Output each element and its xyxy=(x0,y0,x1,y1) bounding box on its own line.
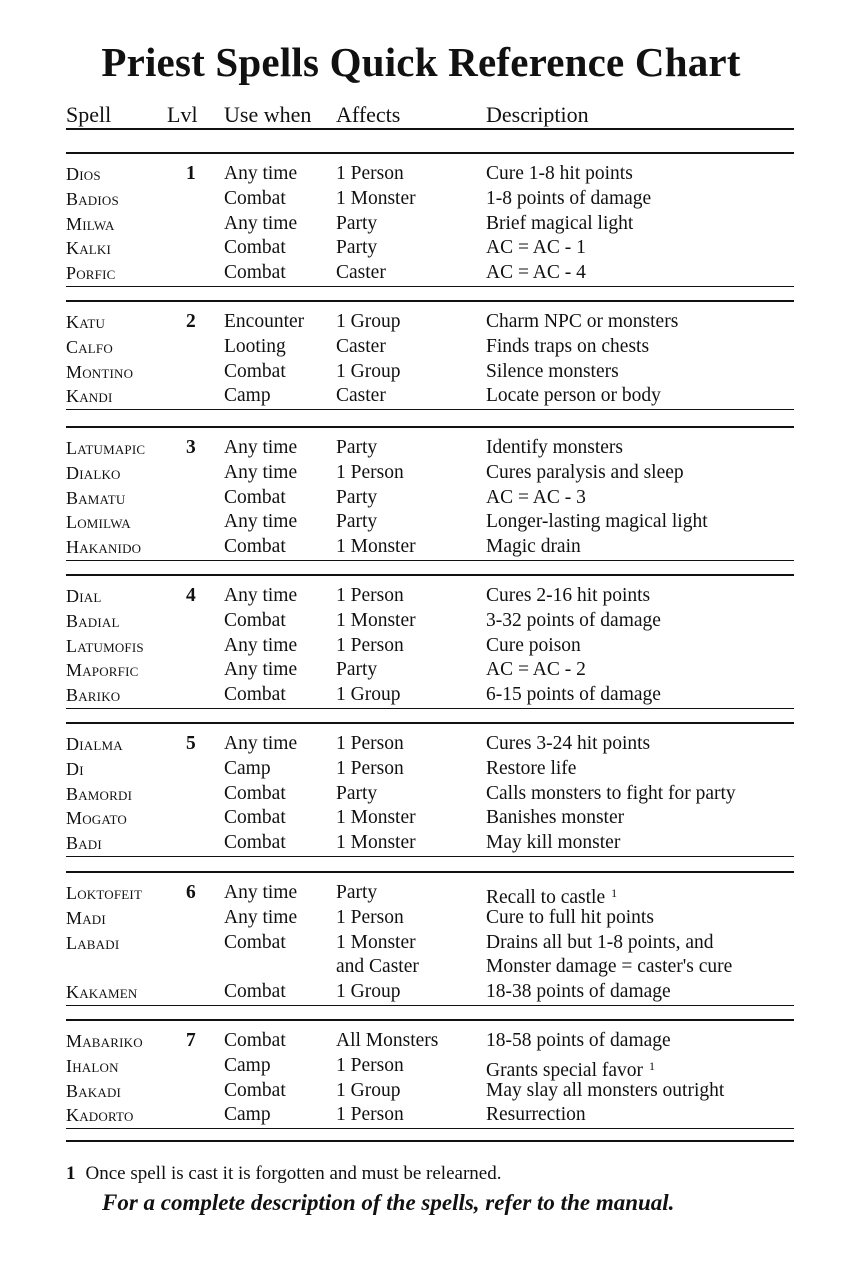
spell-name: Latumapic xyxy=(66,438,146,458)
spell-level: 7 xyxy=(186,1030,196,1051)
spell-row xyxy=(66,236,794,261)
spell-description: Cures 2-16 hit points xyxy=(486,585,651,606)
spell-description: 1-8 points of damage xyxy=(486,187,652,209)
spell-description: Cure 1-8 hit points xyxy=(486,163,633,184)
footnote-marker: 1 xyxy=(611,886,618,900)
spell-name: Dialma xyxy=(66,734,123,754)
spell-affects: and Caster xyxy=(336,956,419,978)
spell-name: Badios xyxy=(66,188,119,209)
spell-description: AC = AC - 1 xyxy=(486,237,586,259)
spell-affects: Party xyxy=(336,486,378,508)
spell-use-when: Any time xyxy=(224,163,298,184)
header-description: Description xyxy=(486,102,589,127)
spell-use-when: Combat xyxy=(224,981,286,1003)
spell-group-level-7 xyxy=(66,1019,794,1126)
spell-row xyxy=(66,609,794,634)
spell-name: Dios xyxy=(66,164,101,184)
spell-affects: 1 Person xyxy=(336,1054,404,1076)
spell-description: Monster damage = caster's cure xyxy=(486,956,733,978)
spell-row xyxy=(66,683,794,709)
spell-row xyxy=(66,782,794,807)
spell-affects: Caster xyxy=(336,385,386,407)
footnote-text: Once spell is cast it is forgotten and must be relearned. xyxy=(85,1163,502,1184)
spell-group-level-2 xyxy=(66,300,794,407)
spell-name: Di xyxy=(66,758,84,779)
spell-use-when: Camp xyxy=(224,1054,271,1076)
spell-level: 3 xyxy=(186,437,196,458)
spell-name: Bariko xyxy=(66,685,121,706)
spell-use-when: Combat xyxy=(224,1030,286,1051)
spell-affects: 1 Person xyxy=(336,585,404,606)
spell-description: AC = AC - 2 xyxy=(486,659,586,681)
spell-group-level-4 xyxy=(66,574,794,706)
spell-name: Montino xyxy=(66,361,134,382)
spell-use-when: Combat xyxy=(224,832,286,854)
spell-name: Bamatu xyxy=(66,487,126,508)
spell-description: Banishes monster xyxy=(486,807,625,829)
spell-use-when: Combat xyxy=(224,486,286,508)
spell-group-level-3 xyxy=(66,426,794,558)
spell-affects: 1 Monster xyxy=(336,807,416,829)
spell-affects: 1 Group xyxy=(336,684,401,706)
spell-description: Cure poison xyxy=(486,634,581,656)
spell-affects: 1 Person xyxy=(336,757,404,779)
spell-use-when: Any time xyxy=(224,659,298,681)
spell-affects: Party xyxy=(336,437,378,458)
spell-name: Ihalon xyxy=(66,1055,119,1076)
spell-description: AC = AC - 4 xyxy=(486,262,586,284)
spell-row xyxy=(66,732,794,757)
spell-row xyxy=(66,335,794,360)
spell-use-when: Looting xyxy=(224,335,286,357)
spell-use-when: Combat xyxy=(224,684,286,706)
spell-affects: 1 Monster xyxy=(336,832,416,854)
spell-row xyxy=(66,310,794,335)
spell-name: Katu xyxy=(66,312,106,332)
spell-affects: 1 Monster xyxy=(336,609,416,631)
spell-description: Brief magical light xyxy=(486,212,634,234)
spell-row xyxy=(66,461,794,486)
spell-description: Cures 3-24 hit points xyxy=(486,733,651,754)
spell-description: Silence monsters xyxy=(486,360,619,382)
spell-description: Locate person or body xyxy=(486,385,661,407)
spell-affects: Caster xyxy=(336,262,386,284)
spell-level: 1 xyxy=(186,163,196,184)
spell-use-when: Combat xyxy=(224,187,286,209)
spell-affects: All Monsters xyxy=(336,1030,439,1051)
header-spell: Spell xyxy=(66,102,112,127)
spell-row xyxy=(66,436,794,461)
spell-group-level-5 xyxy=(66,722,794,854)
spell-use-when: Combat xyxy=(224,360,286,382)
spell-name: Bakadi xyxy=(66,1080,122,1101)
spell-description: Finds traps on chests xyxy=(486,335,650,357)
spell-use-when: Any time xyxy=(224,882,298,903)
spell-row xyxy=(66,881,794,906)
spell-row xyxy=(66,1029,794,1054)
spell-description: AC = AC - 3 xyxy=(486,486,586,508)
spell-row xyxy=(66,931,794,956)
spell-affects: Caster xyxy=(336,335,386,357)
spell-name: Kalki xyxy=(66,238,112,259)
spell-description: Cure to full hit points xyxy=(486,906,654,928)
spell-name: Mabariko xyxy=(66,1031,143,1051)
spell-description: May slay all monsters outright xyxy=(486,1079,725,1101)
header-lvl: Lvl xyxy=(167,102,198,127)
spell-name: Latumofis xyxy=(66,635,144,656)
spell-use-when: Any time xyxy=(224,733,298,754)
spell-description: Identify monsters xyxy=(486,437,624,458)
spell-affects: Party xyxy=(336,659,378,681)
spell-name: Lomilwa xyxy=(66,512,131,533)
spell-affects: 1 Person xyxy=(336,461,404,483)
header-affects: Affects xyxy=(336,102,401,127)
spell-affects: 1 Person xyxy=(336,906,404,928)
spell-description: Charm NPC or monsters xyxy=(486,311,679,332)
spell-affects: 1 Person xyxy=(336,163,404,184)
spell-description: Cures paralysis and sleep xyxy=(486,461,684,483)
spell-affects: 1 Monster xyxy=(336,187,416,209)
spell-row xyxy=(66,584,794,609)
spell-level: 5 xyxy=(186,733,196,754)
spell-name: Bamordi xyxy=(66,783,133,804)
spell-name: Mogato xyxy=(66,808,128,829)
spell-name: Dial xyxy=(66,586,102,606)
spell-name: Labadi xyxy=(66,932,120,953)
spell-description: 3-32 points of damage xyxy=(486,609,661,631)
spell-row xyxy=(66,906,794,931)
spell-name: Calfo xyxy=(66,336,113,357)
spell-use-when: Camp xyxy=(224,385,271,407)
spell-description: Calls monsters to fight for party xyxy=(486,782,736,804)
spell-name: Loktofeit xyxy=(66,883,143,903)
spell-description: Longer-lasting magical light xyxy=(486,511,708,533)
spell-description: Magic drain xyxy=(486,536,581,558)
table-bottom-rule xyxy=(66,1140,794,1142)
spell-row xyxy=(66,831,794,857)
spell-affects: Party xyxy=(336,782,378,804)
spell-affects: 1 Person xyxy=(336,634,404,656)
spell-description: 18-38 points of damage xyxy=(486,981,671,1003)
spell-description: May kill monster xyxy=(486,832,621,854)
spell-description: Drains all but 1-8 points, and xyxy=(486,931,714,953)
spell-name: Badi xyxy=(66,833,102,854)
footnote xyxy=(66,1163,501,1185)
spell-affects: Party xyxy=(336,882,378,903)
spell-use-when: Any time xyxy=(224,634,298,656)
spell-affects: 1 Group xyxy=(336,1079,401,1101)
spell-use-when: Any time xyxy=(224,437,298,458)
page-title: Priest Spells Quick Reference Chart xyxy=(101,39,741,85)
spell-use-when: Camp xyxy=(224,1104,271,1126)
spell-affects: Party xyxy=(336,511,378,533)
spell-level: 4 xyxy=(186,585,196,606)
spell-affects: 1 Group xyxy=(336,311,401,332)
spell-use-when: Combat xyxy=(224,536,286,558)
spell-affects: 1 Group xyxy=(336,360,401,382)
spell-level: 2 xyxy=(186,311,196,332)
spell-description: Resurrection xyxy=(486,1104,586,1126)
spell-name: Maporfic xyxy=(66,660,139,681)
spell-use-when: Encounter xyxy=(224,311,305,332)
spell-row xyxy=(66,806,794,831)
spell-affects: 1 Person xyxy=(336,733,404,754)
spell-name: Madi xyxy=(66,907,106,928)
spell-row xyxy=(66,384,794,410)
spell-group-level-1 xyxy=(66,152,794,284)
spell-level: 6 xyxy=(186,882,196,903)
spell-row xyxy=(66,261,794,287)
spell-group-level-6 xyxy=(66,871,794,1003)
spell-row xyxy=(66,1103,794,1129)
spell-affects: Party xyxy=(336,237,378,259)
spell-affects: 1 Person xyxy=(336,1104,404,1126)
spell-name: Hakanido xyxy=(66,537,142,558)
reference-note: For a complete description of the spells, refer to the manual. xyxy=(102,1190,675,1215)
spell-name: Porfic xyxy=(66,263,116,284)
spell-description: Restore life xyxy=(486,757,577,779)
spell-name: Dialko xyxy=(66,462,121,483)
table-header xyxy=(66,102,794,130)
spell-name: Kakamen xyxy=(66,982,138,1003)
spell-description: 6-15 points of damage xyxy=(486,684,661,706)
spell-use-when: Combat xyxy=(224,782,286,804)
spell-name: Kandi xyxy=(66,386,113,407)
spell-row xyxy=(66,510,794,535)
spell-use-when: Combat xyxy=(224,931,286,953)
spell-name: Badial xyxy=(66,610,120,631)
spell-affects: Party xyxy=(336,212,378,234)
footnote-marker: 1 xyxy=(649,1058,656,1073)
spell-use-when: Any time xyxy=(224,585,298,606)
footnote-number: 1 xyxy=(66,1163,76,1184)
spell-row xyxy=(66,955,794,980)
spell-use-when: Combat xyxy=(224,1079,286,1101)
spell-name: Milwa xyxy=(66,213,115,234)
spell-use-when: Any time xyxy=(224,511,298,533)
spell-use-when: Any time xyxy=(224,906,298,928)
spell-description: Grants special favor xyxy=(486,1059,644,1081)
spell-row xyxy=(66,360,794,385)
spell-row xyxy=(66,486,794,511)
spell-use-when: Any time xyxy=(224,212,298,234)
spell-row xyxy=(66,757,794,782)
spell-use-when: Combat xyxy=(224,609,286,631)
spell-name: Kadorto xyxy=(66,1105,134,1126)
spell-row xyxy=(66,658,794,683)
spell-use-when: Any time xyxy=(224,461,298,483)
spell-affects: 1 Group xyxy=(336,981,401,1003)
spell-description: 18-58 points of damage xyxy=(486,1030,671,1051)
spell-row xyxy=(66,1054,794,1079)
spell-row xyxy=(66,162,794,187)
spell-use-when: Combat xyxy=(224,262,286,284)
spell-description: Recall to castle xyxy=(486,887,606,908)
spell-row xyxy=(66,535,794,561)
spell-row xyxy=(66,980,794,1006)
spell-row xyxy=(66,634,794,659)
spell-row xyxy=(66,187,794,212)
spell-use-when: Camp xyxy=(224,757,271,779)
spell-row xyxy=(66,212,794,237)
spell-row xyxy=(66,1079,794,1104)
spell-affects: 1 Monster xyxy=(336,536,416,558)
spell-affects: 1 Monster xyxy=(336,931,416,953)
header-use-when: Use when xyxy=(224,102,312,127)
spell-use-when: Combat xyxy=(224,807,286,829)
spell-use-when: Combat xyxy=(224,237,286,259)
